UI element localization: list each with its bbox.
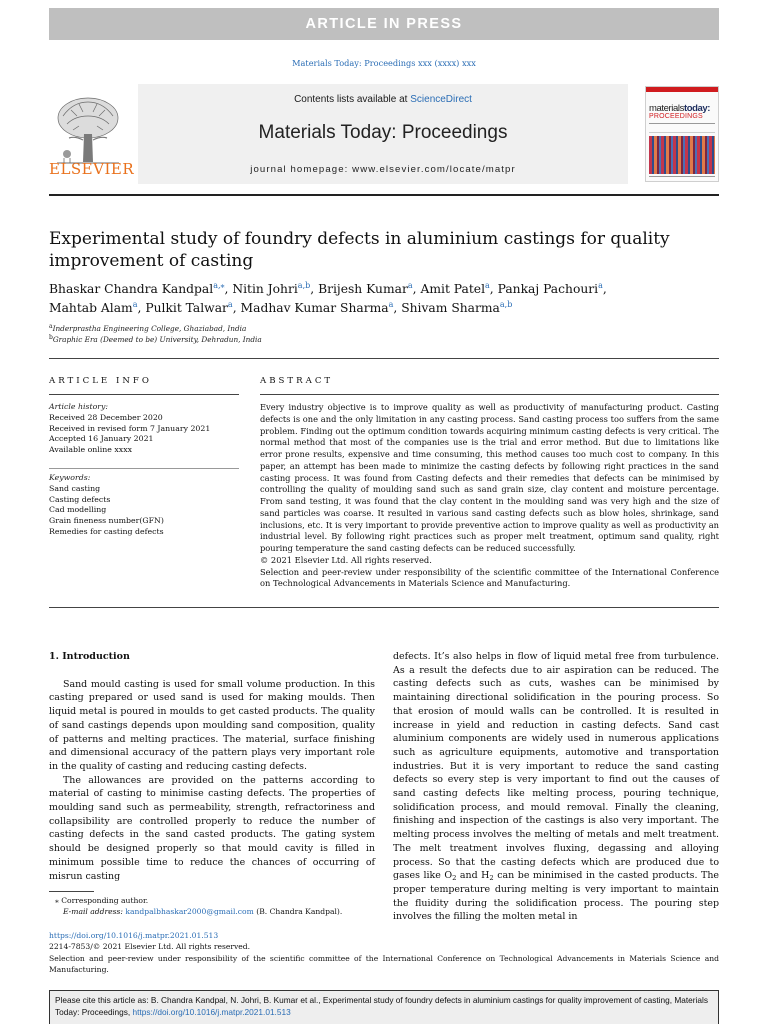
intro-p3-part-c: can be minimised in the casted products. The proper temperature during melting is very important to maintain the fluidity during the solidification process. The pouring step involves the filling the molten metal in	[393, 870, 719, 923]
body-left-column	[49, 650, 375, 883]
author-affiliation-marker[interactable]: a	[407, 281, 413, 290]
keyword-item: Casting defects	[49, 494, 111, 504]
email-footnote	[49, 906, 449, 917]
author-name[interactable]: Pulkit Talwar	[145, 301, 228, 315]
history-online: Available online xxxx	[49, 445, 132, 455]
author-affiliation-marker[interactable]: a	[388, 300, 394, 309]
body-right-column	[393, 650, 719, 924]
author-affiliation-marker[interactable]: a,⁎	[213, 281, 225, 290]
article-history	[49, 402, 239, 456]
email-suffix: (B. Chandra Kandpal).	[253, 907, 343, 916]
corresponding-author-note: ⁎ Corresponding author.	[55, 896, 149, 905]
journal-header	[49, 84, 719, 186]
cover-title	[649, 104, 710, 113]
author-affiliation-marker[interactable]: a	[227, 300, 233, 309]
author-name[interactable]: Madhav Kumar Sharma	[240, 301, 389, 315]
intro-paragraph-2: The allowances are provided on the patterns according to material of casting to minimise casting defects. The properties of moulding sand such as permeability, strength, refractoriness and collapsibility are controlled properly to reduce the number of casting defects in the sand casted products. The gating system should be designed properly so that mould cavity is filled in minimum possible time to reduce the chances of occurring of misrun casting	[49, 774, 375, 882]
paper-title: Experimental study of foundry defects in aluminium castings for quality improvement of casting	[49, 229, 670, 271]
author-separator: ,	[412, 282, 421, 296]
journal-reference-link[interactable]: Materials Today: Proceedings xxx (xxxx) xxx	[292, 58, 476, 68]
journal-homepage[interactable]: journal homepage: www.elsevier.com/locate/matpr	[250, 164, 516, 175]
author-name[interactable]: Bhaskar Chandra Kandpal	[49, 282, 214, 296]
citation-doi-link[interactable]: https://doi.org/10.1016/j.matpr.2021.01.513	[132, 1007, 291, 1017]
publisher-name: ELSEVIER	[49, 160, 135, 178]
contents-line	[138, 94, 628, 105]
abstract-selection-note: Selection and peer-review under responsibility of the scientific committee of the International Conference on Technological Advancements in Materials Science and Manufacturing.	[260, 566, 719, 589]
history-received: Received 28 December 2020	[49, 412, 163, 422]
author-affiliation-marker[interactable]: a	[132, 300, 138, 309]
author-separator: ,	[602, 282, 607, 296]
tree-icon	[49, 94, 127, 166]
cover-top-bar	[646, 87, 718, 92]
keywords-block	[49, 473, 239, 538]
contents-prefix: Contents lists available at	[294, 94, 411, 105]
journal-title: Materials Today: Proceedings	[258, 122, 508, 143]
history-accepted: Accepted 16 January 2021	[49, 434, 154, 444]
cover-title-a: materials	[649, 103, 684, 114]
sciencedirect-link[interactable]: ScienceDirect	[410, 94, 472, 105]
affiliation-a-text: Inderprastha Engineering College, Ghaziabad, India	[52, 324, 247, 333]
keyword-item: Cad modelling	[49, 505, 107, 515]
author-separator: ,	[224, 282, 233, 296]
author-list	[49, 280, 699, 318]
author-affiliation-marker[interactable]: a,b	[297, 281, 311, 290]
keywords-label: Keywords:	[49, 473, 91, 482]
author-separator: ,	[310, 282, 319, 296]
affiliation-b	[49, 334, 262, 344]
affiliations-divider	[49, 358, 719, 359]
author-separator: ,	[393, 301, 402, 315]
article-in-press-banner: ARTICLE IN PRESS	[49, 8, 719, 40]
elsevier-logo	[49, 94, 135, 182]
affiliation-b-text: Graphic Era (Deemed to be) University, Dehradun, India	[52, 335, 262, 344]
abstract-text: Every industry objective is to improve quality as well as productivity of manufacturing product. Casting defects is one and the only limitation in any casting process. Sand casting process too suffers from the same problem. Finding out the optimum condition towards acquiring minimum casting defects is very critical. The normal method that most of the companies use is the trial and error method. But due to limitations like error prone results, expensive and time consuming, this method causes too much cost to company. In this paper, an attempt has been made to minimize the casting defects by following right practices in the sand casting process. It was found from Casting defects and their remedies that defects can be minimised by controlling the quality of moulding sand such as sand grain size, clay content and moisture percentage. From sand testing, it was found that the clay content in the moulding sand was very high and the size of sand particles was coarse. It resulted in various sand casting defects such as blow holes, shrinkage, sand inclusions, etc. It is very important to provide preventive action to improve quality as well as productivity an industrial level. By following right practices such as proper melt treatment, optimum sand quality, right pouring temperature the sand casting defects can be reduced successfully.	[260, 402, 719, 553]
header-divider	[49, 194, 719, 196]
abstract-rule	[260, 394, 719, 395]
citation-text: Please cite this article as: B. Chandra Kandpal, N. Johri, B. Kumar et al., Experimental study of foundry defects in aluminium castings for quality improvement of casting, Materials Today: Proceedings,	[55, 995, 708, 1017]
author-separator: ,	[232, 301, 241, 315]
author-name[interactable]: Nitin Johri	[232, 282, 298, 296]
intro-p3-part-b: and H	[456, 870, 490, 882]
author-affiliation-marker[interactable]: a	[598, 281, 603, 290]
article-info-rule	[49, 394, 239, 395]
abstract-bottom-divider	[49, 607, 719, 608]
cover-artwork	[649, 136, 715, 174]
intro-p3-part-a: defects. It’s also helps in flow of liquid metal free from turbulence. As a result the defects due to air aspiration can be reduced. The casting defects such as cuts, washes can be minimised by maintaining directional solidification in the pouring process. So that erosion of mould walls can be controlled. It is resulted in increase in yield and reduction in casting defects. Sand cast aluminium components are widely used in numerous applications such as agriculture equipments, automotive and transportation industries. But it is very important to reduce the sand casting defects so every step is very important to find out the causes of sand casting defects like melting process, pouring technique, solidification process, and mould removal. Finally the cleaning, finishing and inspection of the castings is also very important. The melting process involves the melting of metals and melt treatment. The melt treatment involves fluxing, degassing and alloying process. So that the casting defects which are produced due to gases like O	[393, 651, 719, 882]
affiliation-b-marker: b	[49, 334, 53, 341]
subscript-h2: 2	[489, 874, 494, 883]
journal-cover-thumbnail[interactable]	[645, 86, 719, 182]
intro-paragraph-1: Sand mould casting is used for small volume production. In this casting prepared or used sand is used for making moulds. Then liquid metal is poured in moulds to get casted products. The quality of sand castings depends upon moulding sand composition, quality of patterns and melting practices. The material, surface finishing and dimensional accuracy of the pattern plays very important role in the quality of casting and reducing casting defects.	[49, 678, 375, 772]
abstract-copyright: © 2021 Elsevier Ltd. All rights reserved.	[260, 554, 432, 565]
cover-title-b: today:	[683, 103, 711, 114]
author-name[interactable]: Brijesh Kumar	[318, 282, 408, 296]
author-name[interactable]: Pankaj Pachouri	[497, 282, 599, 296]
author-name[interactable]: Shivam Sharma	[401, 301, 500, 315]
abstract-body	[260, 402, 719, 590]
section-heading-introduction: 1. Introduction	[49, 651, 130, 662]
author-name[interactable]: Amit Patel	[420, 282, 485, 296]
keywords-divider	[49, 468, 239, 469]
citation-box	[49, 990, 719, 1024]
history-label: Article history:	[49, 402, 109, 411]
footer-selection-note: Selection and peer-review under responsibility of the scientific committee of the International Conference on Technological Advancements in Materials Science and Manufacturing.	[49, 954, 719, 974]
abstract-heading: ABSTRACT	[260, 376, 334, 386]
doi-link[interactable]: https://doi.org/10.1016/j.matpr.2021.01.513	[49, 931, 219, 940]
author-name[interactable]: Mahtab Alam	[49, 301, 133, 315]
author-affiliation-marker[interactable]: a	[485, 281, 490, 290]
footnote-rule	[49, 891, 94, 892]
cover-text-lines	[649, 123, 715, 133]
author-affiliation-marker[interactable]: a,b	[499, 300, 513, 309]
author-email-link[interactable]: kandpalbhaskar2000@gmail.com	[125, 907, 254, 916]
intro-paragraph-3	[393, 650, 719, 924]
issn-copyright: 2214-7853/© 2021 Elsevier Ltd. All rights reserved.	[49, 942, 251, 951]
keyword-item: Remedies for casting defects	[49, 526, 164, 536]
keyword-item: Sand casting	[49, 483, 101, 493]
email-label: E-mail address:	[63, 907, 126, 916]
author-separator: ,	[489, 282, 498, 296]
keyword-item: Grain fineness number(GFN)	[49, 516, 164, 526]
subscript-o2: 2	[452, 874, 457, 883]
cover-footer	[649, 176, 715, 179]
journal-info-box	[138, 84, 628, 184]
affiliation-a	[49, 323, 246, 333]
author-separator: ,	[137, 301, 146, 315]
affiliation-a-marker: a	[49, 323, 53, 330]
cover-subtitle: PROCEEDINGS	[649, 113, 703, 120]
history-revised: Received in revised form 7 January 2021	[49, 423, 211, 433]
article-info-heading: ARTICLE INFO	[49, 376, 152, 386]
